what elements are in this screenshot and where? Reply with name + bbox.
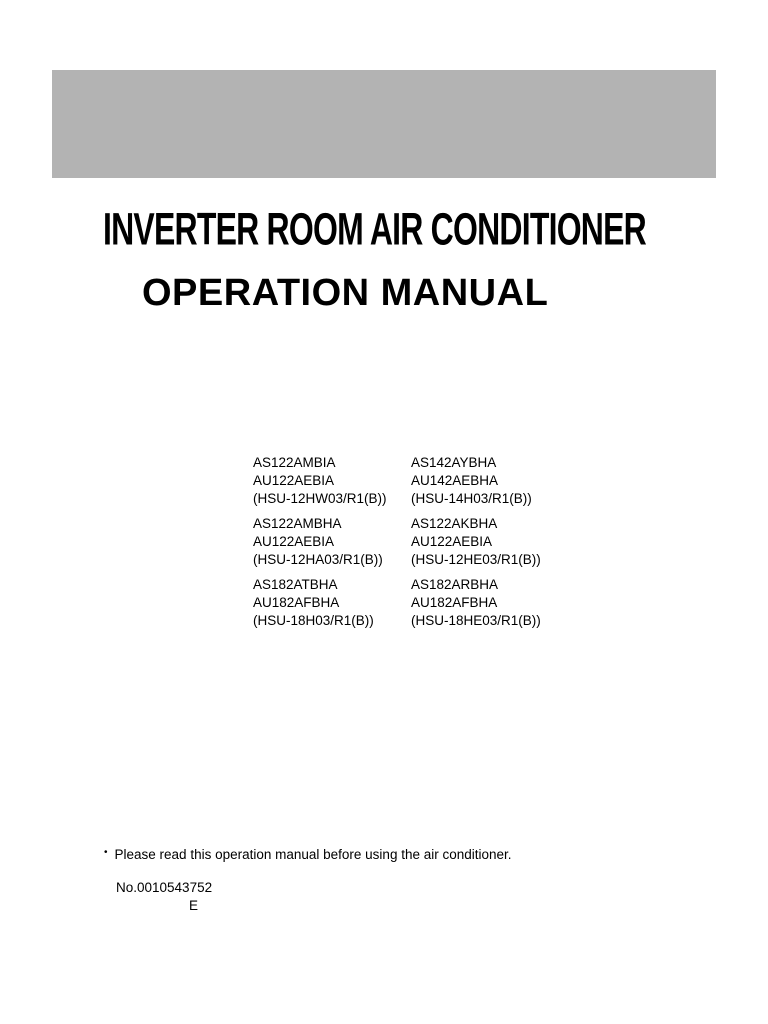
model-list bbox=[253, 454, 583, 637]
notice-text: Please read this operation manual before using the air conditioner. bbox=[114, 847, 512, 862]
model-group-row bbox=[253, 515, 583, 569]
bullet-icon: • bbox=[104, 847, 108, 858]
read-manual-notice bbox=[104, 845, 512, 865]
model-code: (HSU-12HA03/R1(B)) bbox=[253, 552, 383, 567]
model-code: (HSU-12HE03/R1(B)) bbox=[411, 552, 541, 567]
model-group bbox=[411, 576, 569, 630]
outdoor-model: AU142AEBHA bbox=[411, 473, 499, 488]
model-code: (HSU-18HE03/R1(B)) bbox=[411, 613, 541, 628]
outdoor-model: AU182AFBHA bbox=[253, 595, 340, 610]
model-group-row bbox=[253, 576, 583, 630]
outdoor-model: AU182AFBHA bbox=[411, 595, 498, 610]
indoor-model: AS182ATBHA bbox=[253, 577, 338, 592]
model-group bbox=[253, 454, 411, 508]
outdoor-model: AU122AEBIA bbox=[253, 534, 335, 549]
indoor-model: AS182ARBHA bbox=[411, 577, 499, 592]
model-group bbox=[411, 454, 569, 508]
model-group bbox=[253, 515, 411, 569]
document-number: No.0010543752 bbox=[116, 880, 213, 895]
model-group bbox=[411, 515, 569, 569]
model-code: (HSU-12HW03/R1(B)) bbox=[253, 491, 387, 506]
model-code: (HSU-18H03/R1(B)) bbox=[253, 613, 374, 628]
indoor-model: AS122AMBIA bbox=[253, 455, 336, 470]
outdoor-model: AU122AEBIA bbox=[411, 534, 493, 549]
header-band bbox=[52, 70, 716, 178]
model-group bbox=[253, 576, 411, 630]
model-group-row bbox=[253, 454, 583, 508]
model-code: (HSU-14H03/R1(B)) bbox=[411, 491, 532, 506]
indoor-model: AS122AKBHA bbox=[411, 516, 498, 531]
indoor-model: AS142AYBHA bbox=[411, 455, 497, 470]
outdoor-model: AU122AEBIA bbox=[253, 473, 335, 488]
document-subtitle: OPERATION MANUAL bbox=[142, 272, 549, 314]
document-title: INVERTER ROOM AIR CONDITIONER bbox=[103, 203, 646, 255]
indoor-model: AS122AMBHA bbox=[253, 516, 342, 531]
document-edition: E bbox=[189, 898, 199, 913]
